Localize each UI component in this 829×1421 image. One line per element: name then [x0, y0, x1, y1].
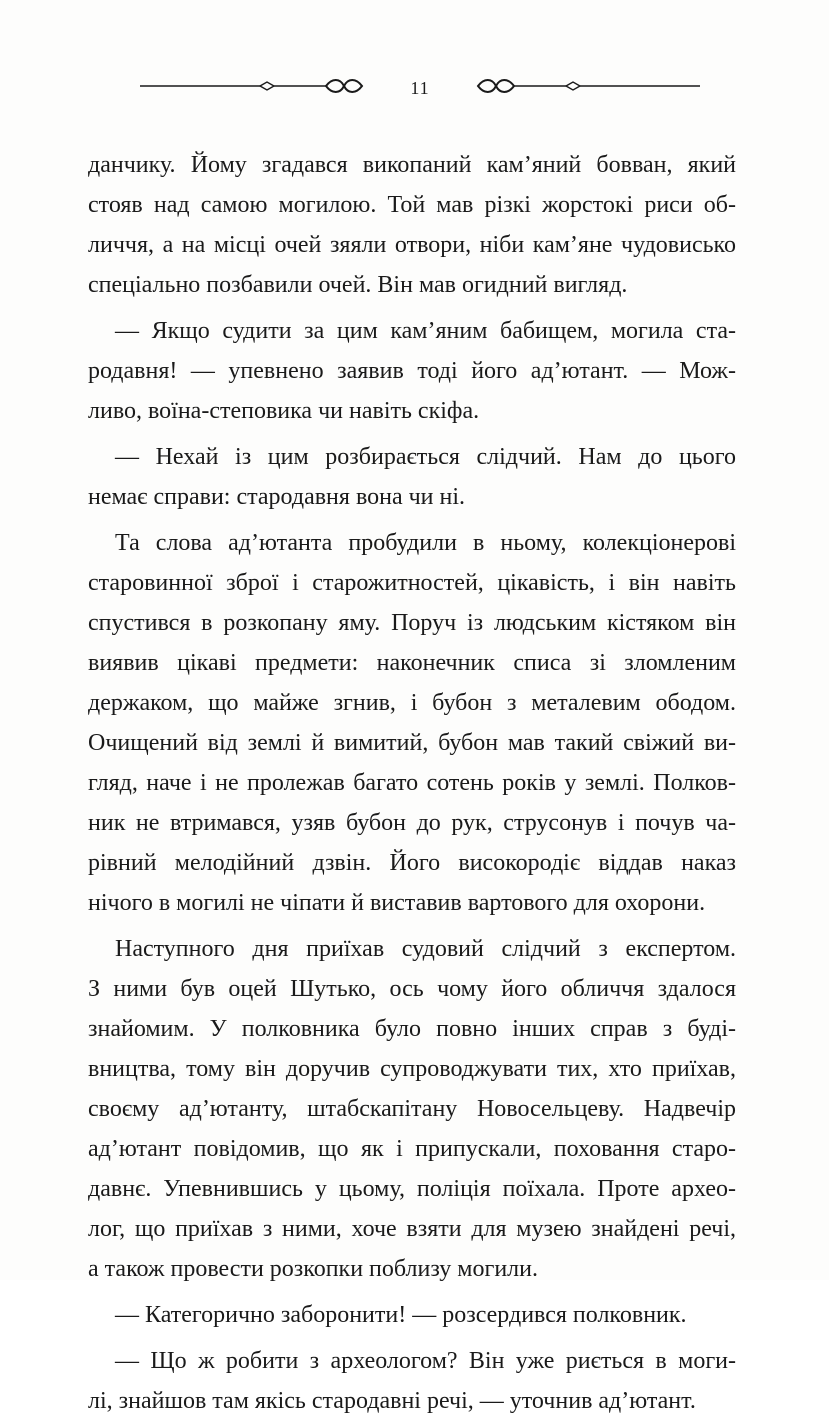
- text-line: спеціально позбавили очей. Він мав огидний вигляд.: [88, 272, 628, 298]
- text-line: Очищений від землі й вимитий, бубон мав такий свіжий ви-: [88, 730, 736, 756]
- paragraph: [88, 437, 736, 517]
- paragraph: [88, 523, 736, 923]
- paragraph: [88, 1341, 736, 1421]
- text-line: своєму адʼютанту, штабскапітану Новосельцеву. Надвечір: [88, 1096, 736, 1122]
- text-line: стояв над самою могилою. Той мав різкі жорстокі риси об-: [88, 192, 736, 218]
- paragraph: [88, 929, 736, 1289]
- text-line: виявив цікаві предмети: наконечник списа зі зломленим: [88, 650, 736, 676]
- text-line: рівний мелодійний дзвін. Його високородіє віддав наказ: [88, 850, 736, 876]
- text-line: — Якщо судити за цим камʼяним бабищем, могила ста-: [115, 318, 736, 344]
- text-line: ливо, воїна-степовика чи навіть скіфа.: [88, 398, 480, 424]
- text-line: нічого в могилі не чіпати й виставив вартового для охорони.: [88, 890, 706, 916]
- text-line: спустився в розкопану яму. Поруч із людським кістяком він: [88, 610, 736, 636]
- page-number: 11: [410, 78, 430, 98]
- text-line: — Категорично заборонити! — розсердився полковник.: [115, 1302, 687, 1328]
- text-line: а також провести розкопки поблизу могили.: [88, 1256, 538, 1282]
- text-line: лог, що приїхав з ними, хоче взяти для музею знайдені речі,: [88, 1216, 736, 1242]
- text-line: родавня! — упевнено заявив тоді його адʼютант. — Мож-: [88, 358, 736, 384]
- text-line: ник не втримався, узяв бубон до рук, струсонув і почув ча-: [88, 810, 736, 836]
- text-line: данчику. Йому згадався викопаний камʼяний бовван, який: [88, 152, 736, 178]
- text-line: вництва, тому він доручив супроводжувати тих, хто приїхав,: [88, 1056, 736, 1082]
- text-line: гляд, наче і не пролежав багато сотень років у землі. Полков-: [88, 770, 736, 796]
- text-line: лі, знайшов там якісь стародавні речі, — уточнив адʼютант.: [88, 1388, 696, 1414]
- text-line: — Нехай із цим розбирається слідчий. Нам до цього: [115, 444, 736, 470]
- text-line: Та слова адʼютанта пробудили в ньому, колекціонерові: [115, 530, 736, 556]
- text-line: держаком, що майже згнив, і бубон з металевим ободом.: [88, 690, 736, 716]
- text-line: старовинної зброї і старожитностей, цікавість, і він навіть: [88, 570, 736, 596]
- paragraph: [88, 145, 736, 305]
- page-header: [140, 68, 700, 108]
- text-line: личчя, а на місці очей зяяли отвори, ніби камʼяне чудовисько: [88, 232, 736, 258]
- text-line: немає справи: стародавня вона чи ні.: [88, 484, 466, 510]
- text-line: З ними був оцей Шутько, ось чому його обличчя здалося: [88, 976, 736, 1002]
- text-line: адʼютант повідомив, що як і припускали, поховання старо-: [88, 1136, 736, 1162]
- paragraph: [88, 311, 736, 431]
- paragraph: [88, 1295, 736, 1335]
- text-line: знайомим. У полковника було повно інших справ з буді-: [88, 1016, 736, 1042]
- text-line: Наступного дня приїхав судовий слідчий з експертом.: [115, 936, 736, 962]
- body-text: [88, 145, 736, 1421]
- text-line: давнє. Упевнившись у цьому, поліція поїхала. Проте археo-: [88, 1176, 736, 1202]
- text-line: — Що ж робити з археологом? Він уже риється в моги-: [115, 1348, 736, 1374]
